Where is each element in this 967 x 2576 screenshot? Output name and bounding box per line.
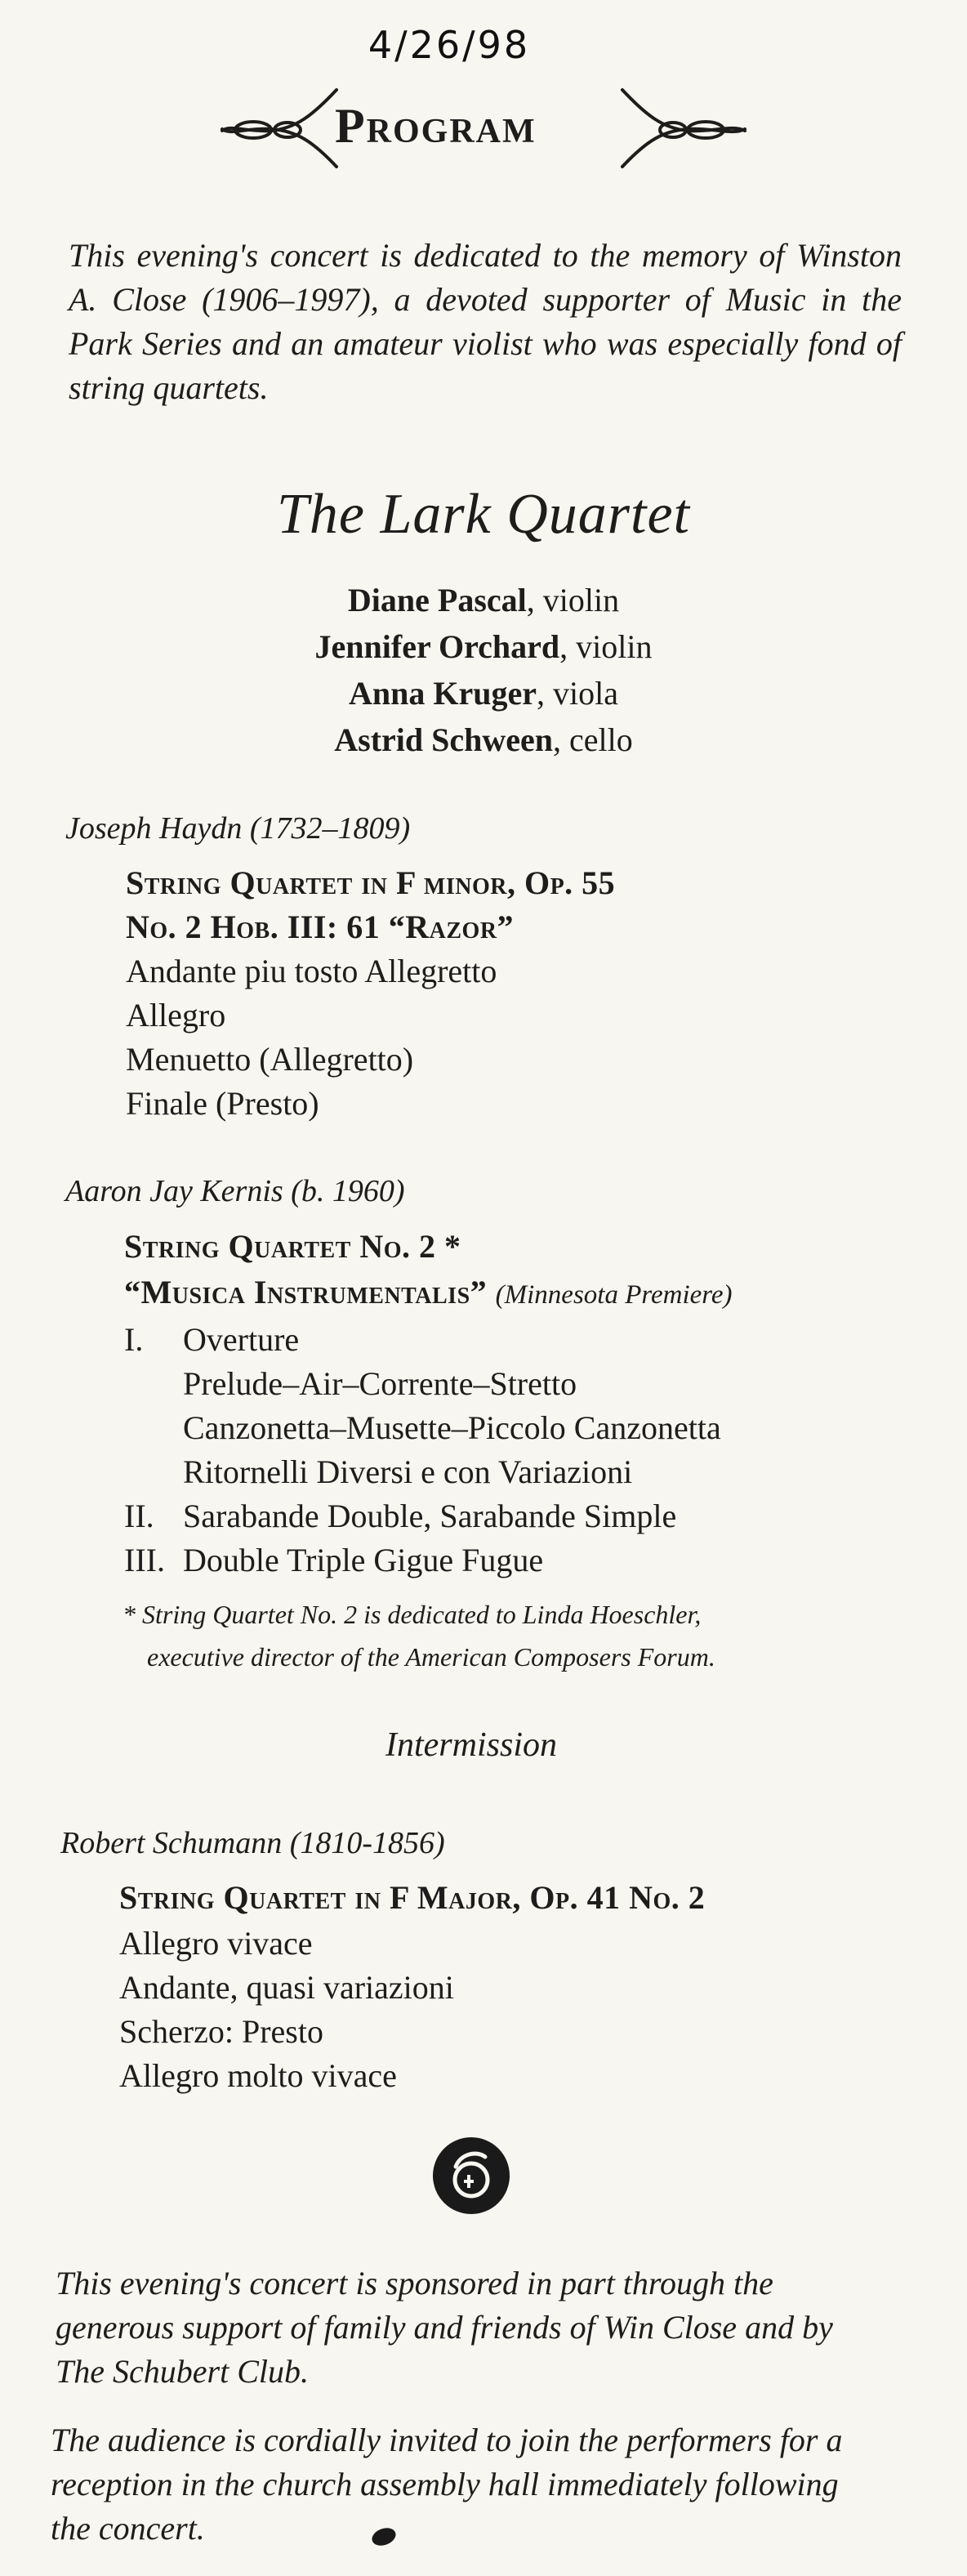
member-instrument: , violin: [526, 582, 620, 618]
program-title: Program: [335, 99, 537, 153]
movement-item: Andante, quasi variazioni: [119, 1969, 454, 2006]
movement-item: Andante piu tosto Allegretto: [126, 953, 497, 989]
movement-item: Canzonetta–Musette–Piccolo Canzonetta: [183, 1409, 721, 1446]
member-row: [0, 670, 967, 717]
haydn-composer: Joseph Haydn (1732–1809): [65, 811, 411, 846]
kernis-footnote: [123, 1593, 939, 1678]
member-name: Diane Pascal: [347, 582, 527, 618]
movement-item: Prelude–Air–Corrente–Stretto: [183, 1365, 577, 1402]
member-row: [0, 717, 967, 763]
haydn-title-line1: String Quartet in F minor, Op. 55: [126, 864, 616, 901]
schumann-work: [119, 1874, 936, 2098]
program-heading: [0, 75, 967, 181]
movement-item: I. Overture: [124, 1321, 300, 1358]
member-row: [0, 623, 967, 670]
movement-item: Ritornelli Diversi e con Variazioni: [183, 1453, 633, 1490]
movement-item: Allegro vivace: [119, 1925, 313, 1962]
haydn-work: [126, 861, 910, 1126]
ensemble-members: [0, 577, 967, 763]
kernis-title-line2: “Musica Instrumentalis”: [124, 1274, 488, 1310]
schumann-title: String Quartet in F Major, Op. 41 No. 2: [119, 1879, 706, 1916]
movement-item: II. Sarabande Double, Sarabande Simple: [124, 1498, 677, 1534]
member-name: Anna Kruger: [349, 675, 537, 712]
member-instrument: , viola: [537, 675, 618, 712]
schumann-composer: Robert Schumann (1810-1856): [60, 1826, 445, 1860]
member-instrument: , cello: [553, 721, 633, 758]
right-flourish-icon: [614, 83, 753, 173]
member-row: [0, 577, 967, 623]
end-mark-icon: [369, 2526, 399, 2547]
footnote-line2: executive director of the American Composers Forum.: [147, 1642, 715, 1672]
intermission-label: Intermission: [385, 1726, 557, 1764]
movement-item: Scherzo: Presto: [119, 2013, 323, 2050]
movement-item: Finale (Presto): [126, 1085, 319, 1122]
kernis-work: [124, 1224, 925, 1583]
haydn-title-line2: No. 2 Hob. III: 61 “Razor”: [126, 909, 515, 945]
movement-item: Allegro: [126, 997, 226, 1034]
ensemble-name: The Lark Quartet: [277, 483, 690, 546]
movement-item: Allegro molto vivace: [119, 2057, 397, 2094]
reception-text: The audience is cordially invited to join the performers for a reception in the church assembly hall immediately following the concert.: [51, 2422, 843, 2547]
member-name: Astrid Schween: [334, 721, 554, 758]
member-instrument: , violin: [559, 628, 653, 665]
movement-item: III. Double Triple Gigue Fugue: [124, 1542, 544, 1578]
left-flourish-icon: [214, 83, 345, 173]
footnote-line1: * String Quartet No. 2 is dedicated to Linda Hoeschler,: [123, 1600, 702, 1629]
kernis-composer: Aaron Jay Kernis (b. 1960): [65, 1174, 405, 1208]
sponsor-text: This evening's concert is sponsored in part through the generous support of family and friends of Win Close and by The Schubert Club.: [56, 2265, 833, 2390]
dedication-text: This evening's concert is dedicated to the memory of Winston A. Close (1906–1997), a devoted supporter of Music in the Park Series and an amateur violist who was especially fond of string quartets.: [69, 237, 902, 406]
kernis-title-line1: String Quartet No. 2 *: [124, 1228, 461, 1265]
date: 4/26/98: [368, 23, 531, 67]
premiere-note: (Minnesota Premiere): [495, 1280, 733, 1310]
movement-item: Menuetto (Allegretto): [126, 1041, 414, 1078]
schubert-club-logo-icon: [431, 2136, 511, 2216]
member-name: Jennifer Orchard: [314, 628, 560, 665]
